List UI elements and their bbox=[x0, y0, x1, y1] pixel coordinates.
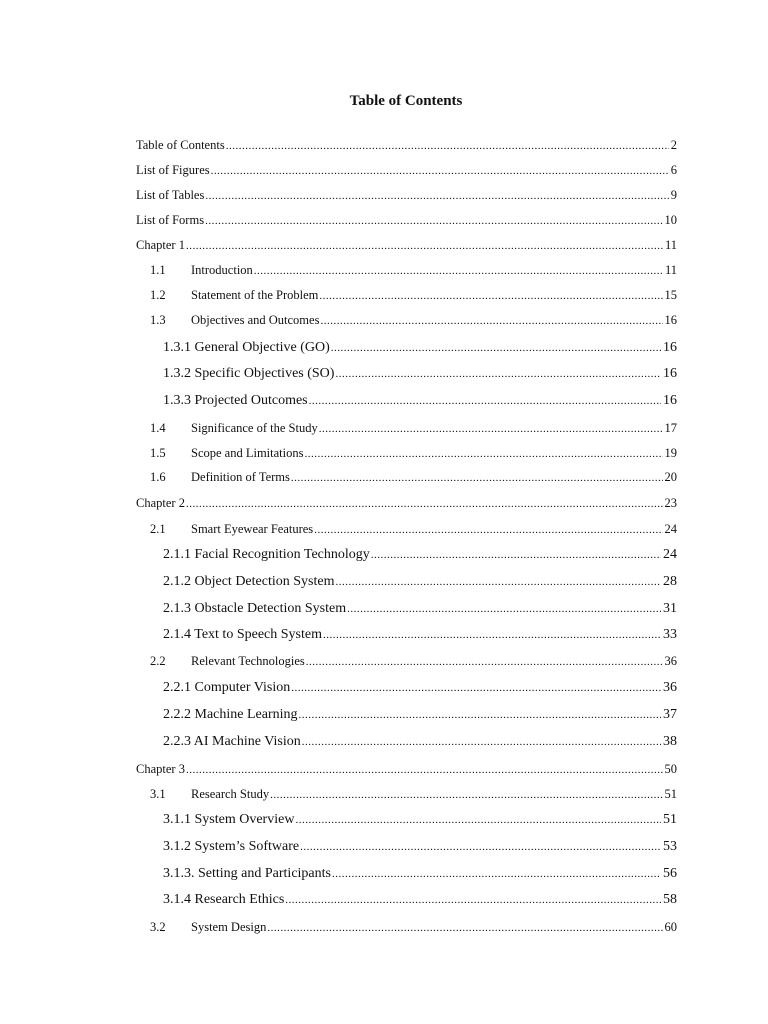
toc-entry[interactable] bbox=[136, 680, 677, 696]
toc-entry-label: Introduction bbox=[191, 263, 253, 277]
toc-page-number: 24 bbox=[664, 522, 677, 536]
toc-entry[interactable] bbox=[136, 627, 677, 643]
dot-leader bbox=[302, 734, 661, 750]
toc-entry-label: 3.1.3. Setting and Participants bbox=[163, 866, 331, 881]
dot-leader bbox=[205, 187, 668, 204]
toc-entry[interactable] bbox=[136, 866, 677, 882]
toc-entry[interactable] bbox=[136, 919, 677, 936]
toc-page-number: 16 bbox=[663, 340, 677, 355]
toc-page-number: 56 bbox=[663, 866, 677, 881]
dot-leader bbox=[186, 495, 663, 512]
dot-leader bbox=[332, 866, 661, 882]
toc-entry-number: 1.2 bbox=[150, 288, 166, 302]
toc-page-number: 58 bbox=[663, 892, 677, 907]
toc-page-number: 16 bbox=[664, 313, 677, 327]
toc-entry[interactable] bbox=[136, 574, 677, 590]
toc-entry[interactable] bbox=[136, 262, 677, 279]
dot-leader bbox=[205, 212, 662, 229]
toc-page-number: 16 bbox=[663, 393, 677, 408]
dot-leader bbox=[285, 892, 661, 908]
dot-leader bbox=[347, 601, 661, 617]
toc-entry-label: 3.1.1 System Overview bbox=[163, 812, 295, 827]
dot-leader bbox=[186, 237, 663, 254]
dot-leader bbox=[295, 812, 661, 828]
toc-entry-label: Statement of the Problem bbox=[191, 288, 319, 302]
toc-entry[interactable] bbox=[136, 162, 677, 179]
toc-page-number: 2 bbox=[670, 138, 677, 152]
dot-leader bbox=[226, 137, 669, 154]
toc-entry[interactable] bbox=[136, 420, 677, 437]
toc-entry-label: 3.1.2 System’s Software bbox=[163, 839, 300, 854]
toc-entry[interactable] bbox=[136, 495, 677, 512]
toc-entry[interactable] bbox=[136, 547, 677, 563]
toc-entry-number: 1.6 bbox=[150, 470, 166, 484]
dot-leader bbox=[309, 393, 661, 409]
dot-leader bbox=[331, 340, 661, 356]
toc-page-number: 51 bbox=[663, 812, 677, 827]
toc-entry[interactable] bbox=[136, 786, 677, 803]
toc-entry[interactable] bbox=[136, 312, 677, 329]
toc-entry[interactable] bbox=[136, 137, 677, 154]
toc-entry[interactable] bbox=[136, 187, 677, 204]
toc-entry-label: 2.1.3 Obstacle Detection System bbox=[163, 601, 347, 616]
toc-entry[interactable] bbox=[136, 653, 677, 670]
toc-entry[interactable] bbox=[136, 812, 677, 828]
toc-page-number: 6 bbox=[670, 163, 677, 177]
dot-leader bbox=[319, 287, 662, 304]
toc-entry-label: 2.2.2 Machine Learning bbox=[163, 707, 298, 722]
toc-entry[interactable] bbox=[136, 393, 677, 409]
toc-entry-label: List of Tables bbox=[136, 188, 205, 202]
toc-entry[interactable] bbox=[136, 212, 677, 229]
toc-page-number: 17 bbox=[664, 421, 677, 435]
toc-entry-number: 2.1 bbox=[150, 522, 166, 536]
toc-page-number: 28 bbox=[663, 574, 677, 589]
dot-leader bbox=[186, 761, 663, 778]
toc-page-number: 23 bbox=[664, 496, 677, 510]
toc-entry[interactable] bbox=[136, 839, 677, 855]
toc-entry-number: 3.1 bbox=[150, 787, 166, 801]
toc-entry[interactable] bbox=[136, 707, 677, 723]
toc-entry[interactable] bbox=[136, 366, 677, 382]
toc-entry-label: Chapter 3 bbox=[136, 762, 185, 776]
dot-leader bbox=[323, 627, 661, 643]
dot-leader bbox=[254, 262, 663, 279]
toc-entry-label: 2.2.3 AI Machine Vision bbox=[163, 734, 301, 749]
toc-entry-label: 1.3.2 Specific Objectives (SO) bbox=[163, 366, 335, 381]
toc-entry-label: 1.3.3 Projected Outcomes bbox=[163, 393, 308, 408]
toc-entry[interactable] bbox=[136, 469, 677, 486]
toc-entry-label: 2.1.4 Text to Speech System bbox=[163, 627, 322, 642]
dot-leader bbox=[299, 707, 661, 723]
toc-entry-label: List of Figures bbox=[136, 163, 210, 177]
dot-leader bbox=[211, 162, 669, 179]
dot-leader bbox=[291, 469, 663, 486]
toc-page-number: 51 bbox=[664, 787, 677, 801]
toc-page-number: 24 bbox=[663, 547, 677, 562]
toc-page-number: 53 bbox=[663, 839, 677, 854]
toc-entry-label: 2.1.1 Facial Recognition Technology bbox=[163, 547, 370, 562]
toc-entry-label: Chapter 2 bbox=[136, 496, 185, 510]
toc-entry-label: Objectives and Outcomes bbox=[191, 313, 320, 327]
toc-entry-label: System Design bbox=[191, 920, 267, 934]
toc-entry[interactable] bbox=[136, 734, 677, 750]
toc-page-number: 36 bbox=[663, 680, 677, 695]
toc-entry-label: 2.1.2 Object Detection System bbox=[163, 574, 335, 589]
dot-leader bbox=[335, 366, 661, 382]
toc-entry[interactable] bbox=[136, 761, 677, 778]
dot-leader bbox=[371, 547, 661, 563]
toc-entry-label: Significance of the Study bbox=[191, 421, 318, 435]
toc-entry-label: 3.1.4 Research Ethics bbox=[163, 892, 285, 907]
toc-entry-label: List of Forms bbox=[136, 213, 205, 227]
toc-page-number: 10 bbox=[664, 213, 677, 227]
toc-entry-number: 1.5 bbox=[150, 446, 166, 460]
toc-entry-label: Research Study bbox=[191, 787, 270, 801]
toc-entry-number: 2.2 bbox=[150, 654, 166, 668]
toc-entry-label: Smart Eyewear Features bbox=[191, 522, 314, 536]
toc-page-number: 15 bbox=[664, 288, 677, 302]
toc-entry-number: 1.1 bbox=[150, 263, 166, 277]
toc-entry-label: Definition of Terms bbox=[191, 470, 290, 484]
toc-entry-label: Scope and Limitations bbox=[191, 446, 304, 460]
dot-leader bbox=[335, 574, 661, 590]
toc-entry[interactable] bbox=[136, 237, 677, 254]
toc-page-number: 9 bbox=[670, 188, 677, 202]
toc-page-number: 37 bbox=[663, 707, 677, 722]
dot-leader bbox=[267, 919, 662, 936]
dot-leader bbox=[304, 445, 662, 462]
toc-entry[interactable] bbox=[136, 340, 677, 356]
dot-leader bbox=[300, 839, 661, 855]
toc-entry-label: Relevant Technologies bbox=[191, 654, 305, 668]
dot-leader bbox=[270, 786, 662, 803]
toc-entry[interactable] bbox=[136, 287, 677, 304]
toc-entry-number: 1.3 bbox=[150, 313, 166, 327]
toc-page-number: 36 bbox=[664, 654, 677, 668]
toc-page-number: 20 bbox=[664, 470, 677, 484]
toc-entry-label: Chapter 1 bbox=[136, 238, 185, 252]
dot-leader bbox=[314, 521, 662, 538]
toc-entry[interactable] bbox=[136, 521, 677, 538]
toc-entry-label: Table of Contents bbox=[136, 138, 225, 152]
toc-entry-label: 2.2.1 Computer Vision bbox=[163, 680, 291, 695]
toc-page-number: 50 bbox=[664, 762, 677, 776]
dot-leader bbox=[320, 312, 662, 329]
toc-entry-number: 1.4 bbox=[150, 421, 166, 435]
toc-entry-number: 3.2 bbox=[150, 920, 166, 934]
toc-page-number: 11 bbox=[664, 238, 677, 252]
toc-page-number: 11 bbox=[664, 263, 677, 277]
toc-entry[interactable] bbox=[136, 445, 677, 462]
toc-page-number: 19 bbox=[664, 446, 677, 460]
toc-entry-label: 1.3.1 General Objective (GO) bbox=[163, 340, 330, 355]
toc-page-number: 33 bbox=[663, 627, 677, 642]
toc-entry[interactable] bbox=[136, 601, 677, 617]
page-title: Table of Contents bbox=[349, 93, 463, 109]
toc-page-number: 38 bbox=[663, 734, 677, 749]
dot-leader bbox=[319, 420, 663, 437]
toc-entry[interactable] bbox=[136, 892, 677, 908]
dot-leader bbox=[291, 680, 661, 696]
toc-page-number: 31 bbox=[663, 601, 677, 616]
dot-leader bbox=[306, 653, 663, 670]
toc-page-number: 16 bbox=[663, 366, 677, 381]
toc-page-number: 60 bbox=[664, 920, 677, 934]
